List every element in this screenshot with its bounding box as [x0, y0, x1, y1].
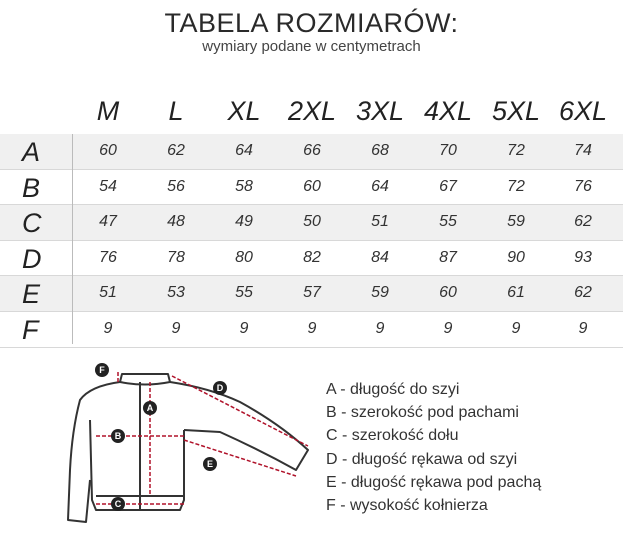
table-cell: 55 — [439, 213, 457, 231]
size-table — [0, 96, 623, 348]
size-header: 6XL — [558, 96, 608, 126]
jacket-diagram — [60, 360, 320, 538]
table-cell: 70 — [439, 142, 457, 159]
table-cell: 64 — [235, 142, 253, 159]
legend-item: D - długość rękawa od szyi — [326, 450, 518, 468]
table-row — [0, 241, 623, 277]
table-cell: 60 — [99, 142, 117, 159]
table-cell: 78 — [167, 248, 185, 266]
marker-label: D — [216, 383, 224, 393]
table-cell: 9 — [375, 319, 385, 337]
table-cell: 50 — [303, 213, 321, 231]
table-cell: 72 — [507, 177, 525, 195]
size-header: 5XL — [491, 96, 541, 126]
marker-label: C — [114, 499, 122, 509]
table-row — [0, 276, 623, 312]
table-cell: 72 — [507, 142, 525, 159]
table-cell: 59 — [371, 284, 389, 302]
table-cell: 51 — [99, 284, 117, 302]
size-chart-title: TABELA ROZMIARÓW: — [164, 8, 459, 38]
table-cell: 9 — [511, 319, 521, 337]
table-cell: 9 — [307, 319, 317, 337]
right-sleeve — [170, 382, 308, 470]
table-cell: 56 — [167, 177, 185, 195]
table-cell: 61 — [507, 284, 525, 302]
legend-item: A - długość do szyi — [326, 381, 460, 398]
marker-label: B — [114, 431, 122, 441]
table-cell: 74 — [574, 142, 592, 159]
size-header: L — [168, 96, 184, 126]
row-label: A — [22, 137, 41, 167]
marker-label: E — [206, 459, 214, 469]
table-cell: 53 — [167, 284, 185, 302]
table-cell: 9 — [578, 319, 588, 337]
table-cell: 51 — [371, 213, 389, 231]
size-header: XL — [227, 96, 261, 126]
marker-label: A — [146, 403, 154, 413]
table-cell: 76 — [574, 177, 592, 195]
row-label: D — [22, 243, 42, 274]
row-label: B — [22, 172, 41, 203]
row-label: E — [22, 279, 41, 310]
table-cell: 62 — [167, 142, 185, 159]
table-cell: 68 — [371, 142, 389, 159]
marker-label: F — [99, 365, 105, 375]
table-row — [0, 170, 623, 206]
table-cell: 76 — [99, 248, 117, 266]
table-cell: 60 — [439, 284, 457, 302]
measurement-legend — [326, 378, 541, 517]
table-cell: 62 — [574, 213, 592, 231]
table-row — [0, 312, 623, 348]
table-cell: 9 — [443, 319, 453, 337]
collar — [120, 374, 170, 385]
row-label: F — [22, 314, 39, 345]
size-header-row — [0, 96, 623, 134]
table-cell: 47 — [99, 213, 117, 231]
measure-e — [184, 440, 296, 476]
row-label: C — [22, 208, 42, 239]
size-header: 2XL — [287, 96, 337, 126]
table-cell: 62 — [574, 284, 592, 302]
table-cell: 87 — [439, 248, 457, 266]
table-cell: 64 — [371, 177, 389, 195]
table-cell: 9 — [239, 319, 249, 337]
table-cell: 84 — [371, 248, 389, 266]
table-cell: 90 — [507, 248, 525, 266]
table-cell: 82 — [303, 248, 321, 266]
table-cell: 9 — [171, 319, 181, 337]
table-cell: 48 — [167, 213, 185, 231]
table-cell: 60 — [303, 177, 321, 195]
table-row — [0, 134, 623, 170]
legend-item: C - szerokość dołu — [326, 427, 459, 445]
table-cell: 93 — [574, 248, 592, 266]
legend-item: E - długość rękawa pod pachą — [326, 473, 542, 491]
size-header: 4XL — [423, 96, 473, 126]
table-cell: 54 — [99, 177, 117, 195]
size-header: M — [96, 96, 120, 126]
table-cell: 66 — [303, 142, 321, 159]
size-header: 3XL — [355, 96, 405, 126]
size-chart-subtitle: wymiary podane w centymetrach — [202, 38, 421, 55]
table-cell: 9 — [103, 319, 113, 337]
table-cell: 59 — [507, 213, 525, 231]
table-row — [0, 205, 623, 241]
legend-item: F - wysokość kołnierza — [326, 497, 488, 515]
table-divider — [72, 134, 73, 344]
table-cell: 55 — [235, 284, 253, 302]
table-cell: 80 — [235, 248, 253, 266]
table-cell: 58 — [235, 177, 253, 195]
table-cell: 49 — [235, 213, 253, 231]
table-cell: 57 — [303, 284, 321, 302]
legend-item: B - szerokość pod pachami — [326, 404, 519, 422]
table-cell: 67 — [439, 177, 457, 195]
